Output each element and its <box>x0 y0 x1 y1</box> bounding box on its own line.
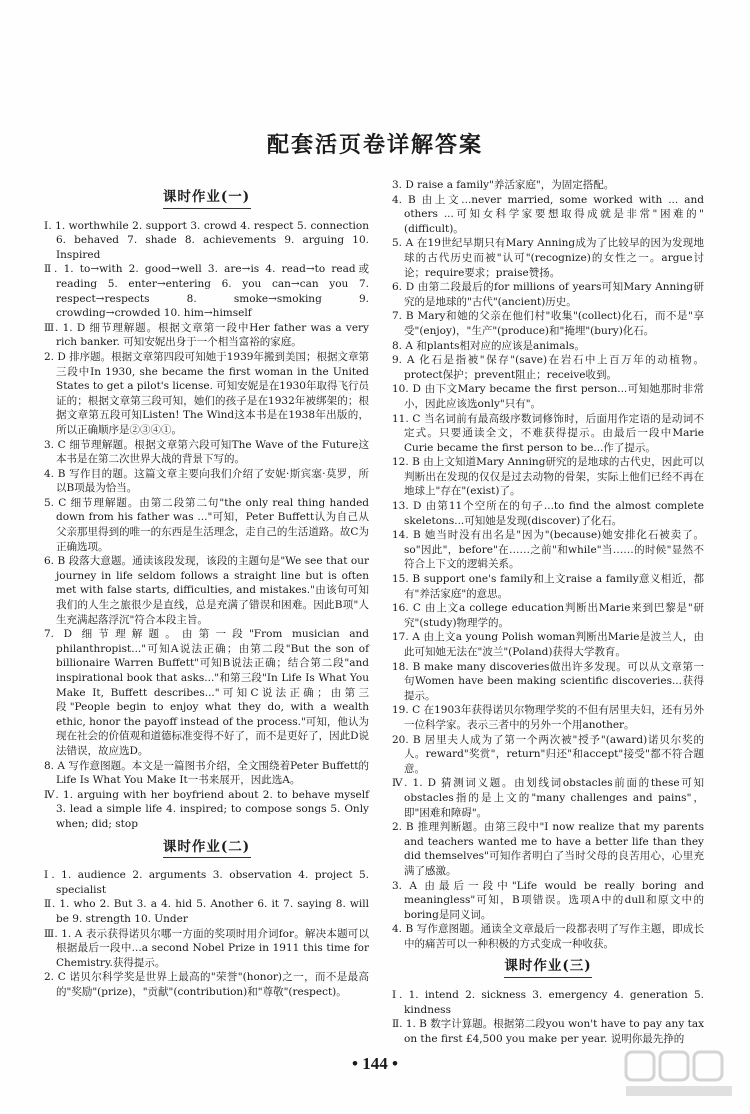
answer-paragraph: Ⅳ. 1. arguing with her boyfriend about 2. to behave myself 3. lead a simple life 4. inspired; to compose songs 5. Only when; did; stop <box>44 788 369 830</box>
heading-underline <box>504 977 592 978</box>
answer-paragraph: Ⅲ. 1. A 表示获得诺贝尔哪一方面的奖项时用介词for。解决本题可以根据最后一段中...a second Nobel Prize in 1911 this time for Chemistry.获得提示。 <box>44 927 369 969</box>
answer-paragraph: Ⅰ. 1. intend 2. sickness 3. emergency 4. generation 5. kindness <box>392 989 704 1016</box>
answer-paragraph: 20. B 居里夫人成为了第一个两次被"授予"(award)诺贝尔奖的人。reward"奖赏"，return"归还"和accept"接受"都不符合题意。 <box>392 733 704 775</box>
answer-paragraph: 2. D 排序题。根据文章第四段可知她于1939年搬到美国；根据文章第三段中In 1930, she became the first woman in the United States to get a pilot's license. 可知安妮是在1930年取得飞行员证的；根据文章第三段可知，她们的孩子是在1932年被绑架的；根据文章第五段可知Listen! The Wind这本书是在1938年出版的，所以正确顺序是②③④①。 <box>44 350 369 436</box>
section-heading-one <box>44 190 369 209</box>
answer-paragraph: 8. A 写作意图题。本文是一篇图书介绍，全文围绕着Peter Buffett的Life Is What You Make It一书来展开，因此选A。 <box>44 759 369 787</box>
answer-paragraph: 6. D 由第二段最后的for millions of years可知Mary Anning研究的是地球的"古代"(ancient)历史。 <box>392 281 704 308</box>
answer-paragraph: 3. D raise a family"养活家庭"，为固定搭配。 <box>392 179 615 191</box>
answer-paragraph: Ⅱ. 1. B 数字计算题。根据第二段you won't have to pay any tax on the first £4,500 you make per year. 说明你最先挣的 <box>392 1018 704 1045</box>
answer-paragraph: 2. C 诺贝尔科学奖是世界上最高的"荣誉"(honor)之一，而不是最高的"奖励"(prize)，"贡献"(contribution)和"尊敬"(respect)。 <box>44 971 369 998</box>
section-heading-three-text: 课时作业(三) <box>504 958 592 975</box>
left-column <box>44 190 369 999</box>
answer-paragraph: 8. A 和plants相对应的应该是animals。 <box>392 339 585 352</box>
section-heading-two <box>44 840 369 859</box>
right-column <box>392 178 704 1046</box>
answer-paragraph: 12. B 由上文知道Mary Anning研究的是地球的古代史，因此可以判断出在发现的仅仅是过去动物的骨架，实际上他们已经不再在地球上"存在"(exist)了。 <box>392 456 704 498</box>
section-heading-two-text: 课时作业(二) <box>162 838 251 855</box>
answer-paragraph: 7. D 细节理解题。由第一段"From musician and philanthropist..."可知A说法正确；由第二段"But the son of billionaire Warren Buffett"可知B说法正确；结合第二段"and inspirational book that asks..."和第三段"In Life Is What You Make It, Buffett describes..."可知C说法正确；由第三段"People begin to enjoy what they do, with a wealth ethic, honor the payoff instead of the process."可知，他认为现在社会的价值观和道德标准变得不好了，而不是更好了，因此D说法错误，故应选D。 <box>44 628 369 757</box>
answer-paragraph: 2. B 推理判断题。由第三段中"I now realize that my parents and teachers wanted me to have a better life than they did themselves"可知作者明白了当时父母的良苦用心，心里充满了感激。 <box>392 821 704 877</box>
answer-paragraph: 5. A 在19世纪早期只有Mary Anning成为了比较早的因为发现地球的古代历史而被"认可"(recognize)的女性之一。argue讨论；require要求；praise赞扬。 <box>392 237 704 279</box>
answer-paragraph: 15. B support one's family和上文raise a family意义相近，都有"养活家庭"的意思。 <box>392 573 704 600</box>
answer-paragraph: 4. B 写作目的题。这篇文章主要向我们介绍了安妮·斯宾塞·莫罗，所以B项最为恰当。 <box>44 467 369 495</box>
answer-paragraph: Ⅳ. 1. D 猜测词义题。由划线词obstacles前面的these可知obstacles指的是上文的"many challenges and pains"，即"困难和障碍"。 <box>392 777 704 819</box>
answer-paragraph: 11. C 当名词前有最高级序数词修饰时，后面用作定语的是动词不定式。只要通读全文，不难获得提示。由最后一段中Marie Curie became the first person to be...作了提示。 <box>392 412 704 454</box>
answer-paragraph: Ⅱ. 1. who 2. But 3. a 4. hid 5. Another 6. it 7. saying 8. will be 9. strength 10. Under <box>44 898 369 925</box>
answer-paragraph: 13. D 由第11个空所在的句子...to find the almost complete skeletons...可知她是发现(discover)了化石。 <box>392 500 704 527</box>
answer-paragraph: 4. B 由上文...never married, some worked with ... and others ...可知女科学家要想取得成就是非常"困难的"(difficult)。 <box>392 193 704 235</box>
heading-underline <box>163 857 251 858</box>
answer-paragraph: 3. A 由最后一段中"Life would be really boring and meaningless"可知，B项错误。选项A中的dull和原文中的boring是同义词。 <box>392 879 704 921</box>
answer-paragraph: 4. B 写作意图题。通读全文章最后一段都表明了写作主题，即成长中的痛苦可以一种积极的方式变成一种收获。 <box>392 923 704 950</box>
answer-paragraph: 19. C 在1903年获得诺贝尔物理学奖的不但有居里夫妇，还有另外一位科学家。表示三者中的另外一个用another。 <box>392 704 704 731</box>
answer-paragraph: Ⅰ. 1. audience 2. arguments 3. observation 4. project 5. specialist <box>44 869 369 896</box>
answer-paragraph: 6. B 段落大意题。通读该段发现，该段的主题句是"We see that our journey in life seldom follows a straight line but is often met with false starts, difficulties, and mistakes."由该句可知我们的人生之旅很少是直线，总是充满了错误和困难。因此B项"人生充满起落浮沉"符合本段主旨。 <box>44 555 369 626</box>
answer-paragraph: Ⅰ. 1. worthwhile 2. support 3. crowd 4. respect 5. connection 6. behaved 7. shade 8. achievements 9. arguing 10. Inspired <box>44 219 369 261</box>
section-heading-three <box>392 959 704 978</box>
answer-paragraph: Ⅱ. 1. to→with 2. good→well 3. are→is 4. read→to read或reading 5. enter→entering 6. you can→can you 7. respect→respects 8. smoke→smoking 9. crowding→crowded 10. him→himself <box>44 263 369 320</box>
page-number: • 144 • <box>352 1054 398 1073</box>
heading-underline <box>163 208 251 209</box>
answer-paragraph: 18. B make many discoveries做出许多发现。可以从文章第一句Women have been making scientific discoveries...获得提示。 <box>392 660 704 702</box>
answer-paragraph: Ⅲ. 1. D 细节理解题。根据文章第一段中Her father was a very rich banker. 可知安妮出身于一个相当富裕的家庭。 <box>44 321 369 349</box>
answer-paragraph: 3. C 细节理解题。根据文章第六段可知The Wave of the Future这本书是在第二次世界大战的背景下写的。 <box>44 438 369 466</box>
watermark-logo <box>624 1048 736 1100</box>
page-title: 配套活页卷详解答案 <box>266 132 483 158</box>
answer-paragraph: 17. A 由上文a young Polish woman判断出Marie是波兰人，由此可知她无法在"波兰"(Poland)获得大学教育。 <box>392 631 704 658</box>
answer-paragraph: 5. C 细节理解题。由第二段第二句"the only real thing handed down from his father was ..."可知，Peter Buffett认为自己从父亲那里得到的唯一的东西是生活理念，走自己的生活道路。故C为正确选项。 <box>44 496 369 553</box>
section-heading-one-text: 课时作业(一) <box>162 189 251 205</box>
answer-paragraph: 10. D 由下文Mary became the first person...可知她那时非常小，因此应该选only"只有"。 <box>392 383 704 410</box>
answer-paragraph: 16. C 由上文a college education判断出Marie来到巴黎是"研究"(study)物理学的。 <box>392 602 704 629</box>
answer-paragraph: 9. A 化石是指被"保存"(save)在岩石中上百万年的动植物。protect保护；prevent阻止；receive收到。 <box>392 354 704 381</box>
answer-paragraph: 7. B Mary和她的父亲在他们村"收集"(collect)化石，而不是"享受"(enjoy)，"生产"(produce)和"掩埋"(bury)化石。 <box>392 310 704 337</box>
answer-paragraph: 14. B 她当时没有出名是"因为"(because)她安排化石被卖了。so"因此"，before"在……之前"和while"当……的时候"显然不符合上下文的逻辑关系。 <box>392 529 704 571</box>
